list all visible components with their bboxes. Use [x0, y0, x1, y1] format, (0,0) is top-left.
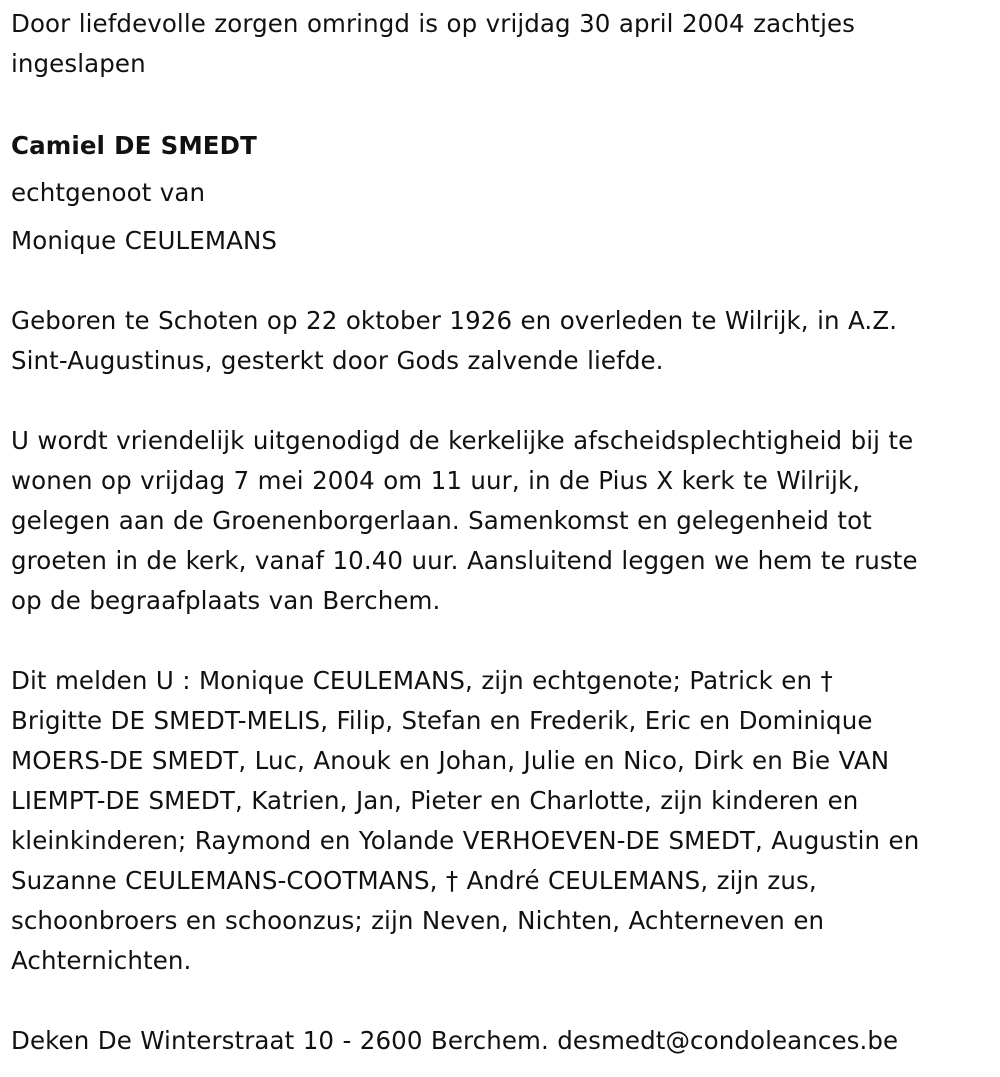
intro-line: Door liefdevolle zorgen omringd is op vrijdag 30 april 2004 zachtjes [11, 9, 856, 38]
obituary-notice [11, 4, 986, 1061]
ceremony-line: groeten in de kerk, vanaf 10.40 uur. Aansluitend leggen we hem te ruste [11, 546, 918, 575]
intro-line: ingeslapen [11, 49, 146, 78]
family-line: kleinkinderen; Raymond en Yolande VERHOEVEN-DE SMEDT, Augustin en [11, 826, 920, 855]
family-line: schoonbroers en schoonzus; zijn Neven, Nichten, Achterneven en [11, 906, 825, 935]
ceremony-line: gelegen aan de Groenenborgerlaan. Samenkomst en gelegenheid tot [11, 506, 872, 535]
family-line: Brigitte DE SMEDT-MELIS, Filip, Stefan en Frederik, Eric en Dominique [11, 706, 873, 735]
family-line: LIEMPT-DE SMEDT, Katrien, Jan, Pieter en Charlotte, zijn kinderen en [11, 786, 859, 815]
family-line: Suzanne CEULEMANS-COOTMANS, † André CEULEMANS, zijn zus, [11, 866, 817, 895]
family-line: Dit melden U : Monique CEULEMANS, zijn echtgenote; Patrick en † [11, 666, 833, 695]
birth-line: Sint-Augustinus, gesterkt door Gods zalvende liefde. [11, 346, 664, 375]
family-paragraph [11, 661, 986, 981]
birth-paragraph [11, 301, 986, 381]
intro-paragraph [11, 4, 986, 84]
family-line: MOERS-DE SMEDT, Luc, Anouk en Johan, Julie en Nico, Dirk en Bie VAN [11, 746, 890, 775]
ceremony-line: op de begraafplaats van Berchem. [11, 586, 441, 615]
ceremony-paragraph [11, 421, 986, 621]
ceremony-line: U wordt vriendelijk uitgenodigd de kerkelijke afscheidsplechtigheid bij te [11, 426, 914, 455]
address-line: Deken De Winterstraat 10 - 2600 Berchem. desmedt@condoleances.be [11, 1026, 899, 1055]
family-line: Achternichten. [11, 946, 192, 975]
spouse-name: Monique CEULEMANS [11, 226, 278, 255]
deceased-name: Camiel DE SMEDT [11, 131, 257, 160]
birth-line: Geboren te Schoten op 22 oktober 1926 en overleden te Wilrijk, in A.Z. [11, 306, 898, 335]
spouse-prefix: echtgenoot van [11, 178, 206, 207]
ceremony-line: wonen op vrijdag 7 mei 2004 om 11 uur, in de Pius X kerk te Wilrijk, [11, 466, 861, 495]
